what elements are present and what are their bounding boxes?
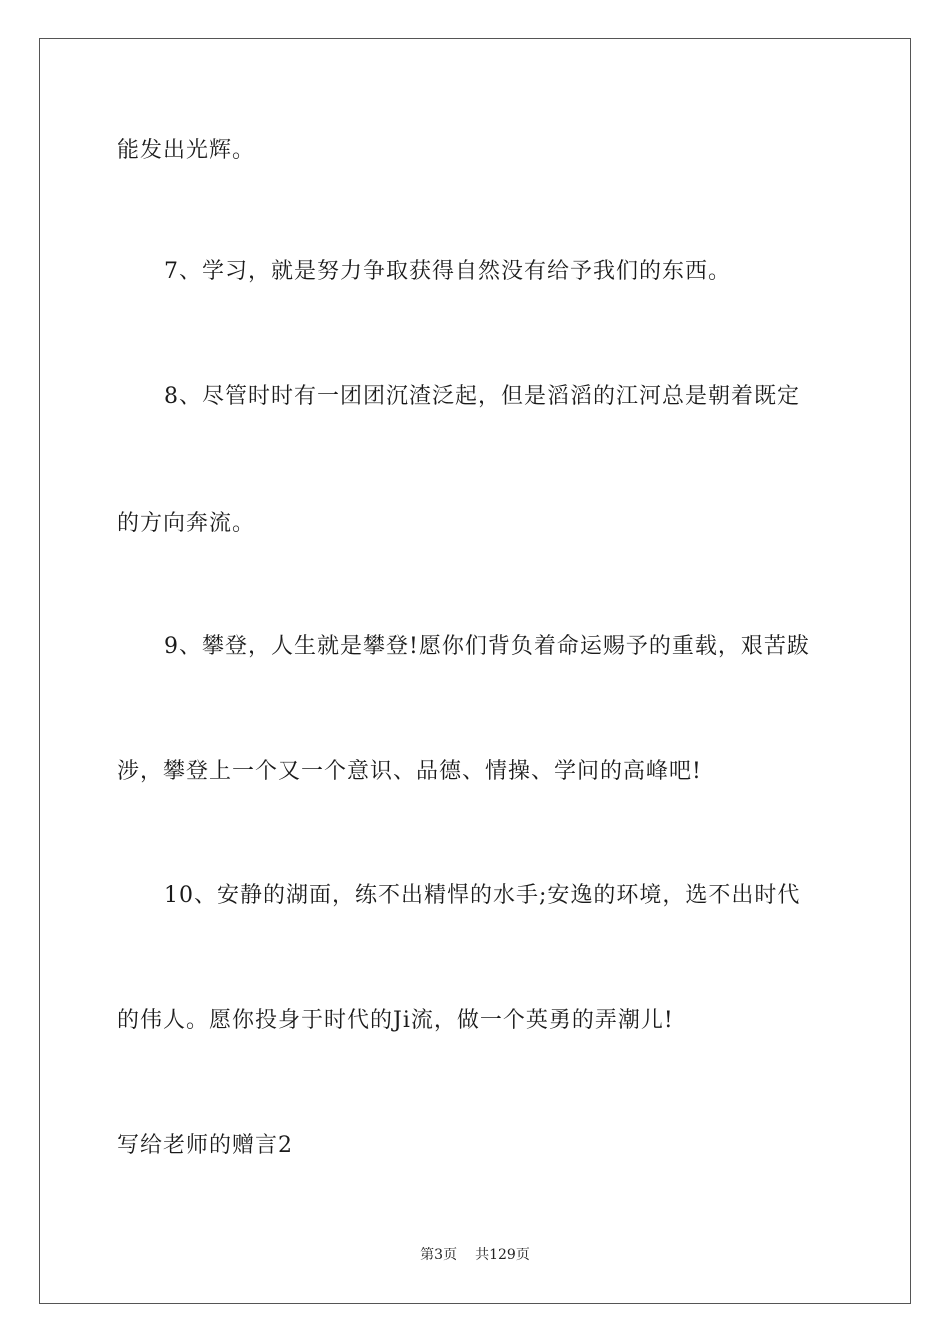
- text-line: 10、安静的湖面，练不出精悍的水手;安逸的环境，选不出时代: [164, 883, 801, 908]
- text-line: 涉，攀登上一个又一个意识、品德、情操、学问的高峰吧!: [117, 759, 702, 784]
- text-line: 的方向奔流。: [117, 511, 256, 536]
- page-footer: [0, 1245, 950, 1265]
- page-total: 共129页: [475, 1247, 530, 1263]
- page-border: [39, 38, 911, 1304]
- text-line: 9、攀登，人生就是攀登!愿你们背负着命运赐予的重载，艰苦跋: [164, 634, 810, 659]
- text-line: 的伟人。愿你投身于时代的Ji流，做一个英勇的弄潮儿!: [117, 1008, 674, 1033]
- text-line: 8、尽管时时有一团团沉渣泛起，但是滔滔的江河总是朝着既定: [164, 384, 800, 409]
- text-line: 7、学习，就是努力争取获得自然没有给予我们的东西。: [164, 259, 731, 284]
- page-number: 第3页: [420, 1247, 458, 1263]
- text-line: 能发出光辉。: [117, 138, 256, 163]
- section-heading: 写给老师的赠言2: [117, 1133, 293, 1158]
